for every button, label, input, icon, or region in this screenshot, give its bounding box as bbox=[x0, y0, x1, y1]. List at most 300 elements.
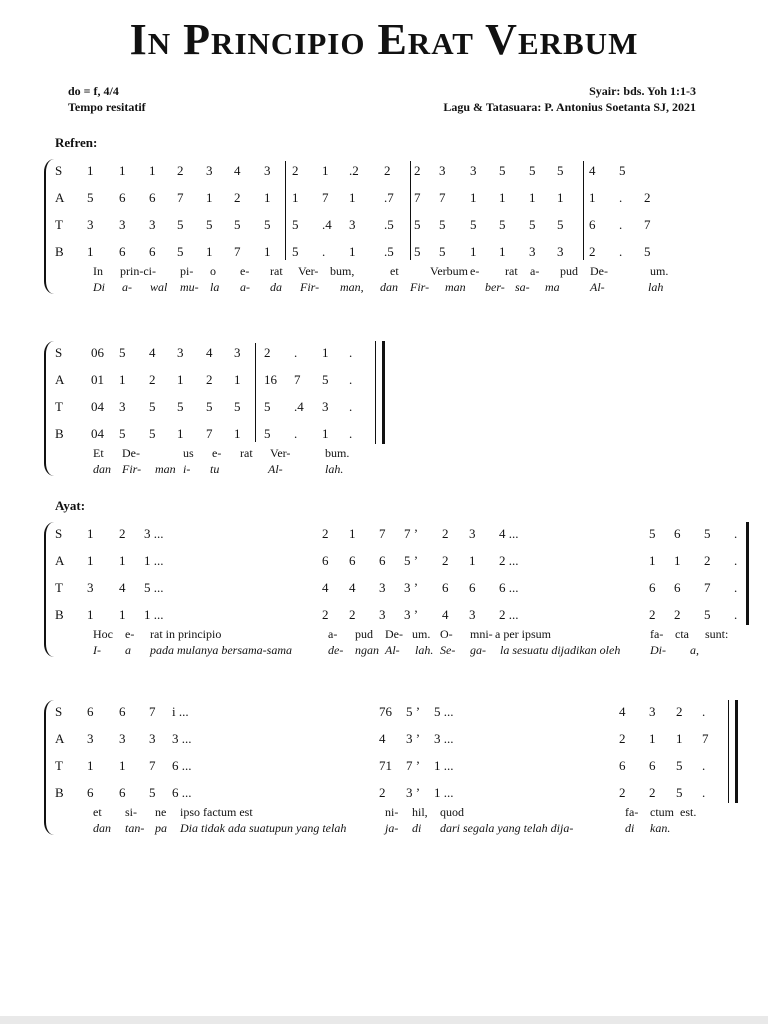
lyric-latin: et bbox=[390, 264, 399, 278]
lyrics-source: Syair: bds. Yoh 1:1-3 bbox=[589, 84, 696, 98]
note-cell: 2 bbox=[349, 607, 356, 622]
lyric-latin: um. bbox=[650, 264, 669, 278]
composer-credit: Lagu & Tatasuara: P. Antonius Soetanta SJ, 2021 bbox=[443, 100, 696, 114]
note-cell: 3 bbox=[469, 526, 476, 541]
lyric-indonesian: Di bbox=[93, 280, 105, 294]
note-cell: 2 bbox=[177, 163, 184, 178]
lyric-indonesian: Fir- bbox=[122, 462, 142, 476]
lyric-latin: rat in principio bbox=[150, 627, 222, 641]
note-cell: 1 bbox=[87, 526, 94, 541]
note-cell: 6 ... bbox=[172, 785, 192, 800]
note-cell: 7 bbox=[234, 244, 241, 259]
lyric-indonesian: a bbox=[125, 643, 131, 657]
voice-label: T bbox=[55, 217, 63, 232]
lyric-latin: e- bbox=[470, 264, 480, 278]
lyric-indonesian: di bbox=[625, 821, 635, 835]
lyric-latin: o bbox=[210, 264, 216, 278]
page-bottom-strip bbox=[0, 1016, 768, 1024]
note-cell: 5 bbox=[206, 399, 213, 414]
voice-label: A bbox=[55, 731, 65, 746]
note-cell: 5 bbox=[439, 244, 446, 259]
lyric-indonesian: pa bbox=[155, 821, 167, 835]
note-cell: 7 ’ bbox=[404, 526, 419, 541]
barline bbox=[285, 161, 286, 260]
note-cell: 6 bbox=[87, 785, 94, 800]
voice-label: T bbox=[55, 399, 63, 414]
lyric-latin: Hoc bbox=[93, 627, 113, 641]
note-cell: . bbox=[349, 345, 353, 360]
note-cell: 3 bbox=[149, 731, 156, 746]
note-cell: 1 bbox=[87, 607, 94, 622]
lyric-indonesian: i- bbox=[183, 462, 191, 476]
note-cell: 6 bbox=[469, 580, 476, 595]
voice-label: A bbox=[55, 553, 65, 568]
note-cell: 2 bbox=[322, 526, 329, 541]
lyric-indonesian: sa- bbox=[515, 280, 530, 294]
note-cell: . bbox=[702, 758, 706, 773]
note-cell: 5 bbox=[619, 163, 626, 178]
lyric-latin: cta bbox=[675, 627, 689, 641]
note-cell: 1 ... bbox=[434, 758, 454, 773]
note-cell: 1 bbox=[589, 190, 596, 205]
note-cell: 5 bbox=[264, 399, 271, 414]
note-cell: 2 bbox=[149, 372, 156, 387]
lyric-latin: fa- bbox=[625, 805, 639, 819]
lyric-indonesian: dari segala yang telah dija- bbox=[440, 821, 574, 835]
note-cell: 3 bbox=[557, 244, 564, 259]
note-cell: 5 bbox=[292, 244, 299, 259]
voice-label: A bbox=[55, 190, 65, 205]
note-cell: 5 bbox=[557, 217, 564, 232]
note-cell: .5 bbox=[384, 244, 394, 259]
lyric-indonesian: Al- bbox=[385, 643, 400, 657]
barline bbox=[255, 343, 256, 442]
note-cell: 5 bbox=[149, 426, 156, 441]
lyric-indonesian: Dia tidak ada suatupun yang telah bbox=[180, 821, 347, 835]
lyric-indonesian: lah. bbox=[415, 643, 434, 657]
note-cell: 3 bbox=[379, 580, 386, 595]
note-cell: 1 bbox=[676, 731, 683, 746]
note-cell: . bbox=[619, 217, 623, 232]
lyric-indonesian: la bbox=[210, 280, 220, 294]
note-cell: 1 bbox=[119, 372, 126, 387]
lyric-indonesian: dan bbox=[93, 821, 111, 835]
note-cell: 1 bbox=[119, 553, 126, 568]
note-cell: 2 bbox=[322, 607, 329, 622]
voice-label: B bbox=[55, 244, 64, 259]
note-cell: 6 bbox=[674, 526, 681, 541]
lyric-indonesian: a- bbox=[240, 280, 250, 294]
note-cell: .4 bbox=[322, 217, 332, 232]
note-cell: 5 bbox=[322, 372, 329, 387]
lyric-indonesian: tu bbox=[210, 462, 220, 476]
lyric-indonesian: kan. bbox=[650, 821, 671, 835]
note-cell: 4 bbox=[442, 607, 449, 622]
note-cell: 5 bbox=[177, 217, 184, 232]
voice-label: B bbox=[55, 426, 64, 441]
lyric-indonesian: dan bbox=[93, 462, 111, 476]
note-cell: 76 bbox=[379, 704, 392, 719]
note-cell: 3 bbox=[349, 217, 356, 232]
note-cell: . bbox=[702, 704, 706, 719]
lyric-latin: ctum bbox=[650, 805, 674, 819]
note-cell: 1 bbox=[292, 190, 299, 205]
lyric-latin: fa- bbox=[650, 627, 664, 641]
note-cell: 3 bbox=[470, 163, 477, 178]
note-cell: 6 ... bbox=[499, 580, 519, 595]
note-cell: 5 bbox=[264, 426, 271, 441]
note-cell: 3 bbox=[439, 163, 446, 178]
note-cell: 7 bbox=[294, 372, 301, 387]
note-cell: 3 bbox=[469, 607, 476, 622]
note-cell: 6 bbox=[349, 553, 356, 568]
note-cell: 4 ... bbox=[499, 526, 519, 541]
lyric-indonesian: man bbox=[445, 280, 466, 294]
note-cell: 5 bbox=[414, 217, 421, 232]
note-cell: 2 bbox=[619, 731, 626, 746]
note-cell: 2 bbox=[234, 190, 241, 205]
barline bbox=[583, 161, 584, 260]
note-cell: 5 bbox=[499, 217, 506, 232]
note-cell: 1 bbox=[322, 345, 329, 360]
note-cell: 1 bbox=[469, 553, 476, 568]
note-cell: . bbox=[734, 526, 738, 541]
note-cell: 5 bbox=[676, 758, 683, 773]
note-cell: 5 bbox=[499, 163, 506, 178]
note-cell: 5 bbox=[644, 244, 651, 259]
section-label-ayat: Ayat: bbox=[55, 498, 86, 513]
lyric-indonesian: man, bbox=[340, 280, 364, 294]
note-cell: 2 bbox=[384, 163, 391, 178]
page-title: In Principio Erat Verbum bbox=[129, 15, 639, 64]
barline bbox=[410, 161, 411, 260]
lyric-latin: De- bbox=[122, 446, 140, 460]
voice-label: T bbox=[55, 580, 63, 595]
lyric-indonesian: Se- bbox=[440, 643, 456, 657]
lyric-indonesian: dan bbox=[380, 280, 398, 294]
section-label-refren: Refren: bbox=[55, 135, 98, 150]
note-cell: 5 bbox=[529, 217, 536, 232]
note-cell: 3 bbox=[529, 244, 536, 259]
note-cell: 5 bbox=[177, 244, 184, 259]
note-cell: 2 bbox=[644, 190, 651, 205]
note-cell: 3 bbox=[379, 607, 386, 622]
note-cell: 1 bbox=[322, 163, 329, 178]
note-cell: 2 bbox=[676, 704, 683, 719]
note-cell: 7 bbox=[149, 758, 156, 773]
lyric-indonesian: Al- bbox=[268, 462, 283, 476]
note-cell: 3 bbox=[177, 345, 184, 360]
note-cell: 1 bbox=[499, 190, 506, 205]
note-cell: 1 bbox=[557, 190, 564, 205]
note-cell: 3 bbox=[322, 399, 329, 414]
lyric-indonesian: pada mulanya bersama-sama bbox=[150, 643, 292, 657]
note-cell: 5 bbox=[234, 217, 241, 232]
lyric-indonesian: tan- bbox=[125, 821, 145, 835]
note-cell: 7 bbox=[177, 190, 184, 205]
final-barline bbox=[746, 522, 749, 625]
note-cell: 1 ... bbox=[434, 785, 454, 800]
note-cell: 3 bbox=[649, 704, 656, 719]
note-cell: .4 bbox=[294, 399, 304, 414]
note-cell: 2 bbox=[589, 244, 596, 259]
note-cell: 5 bbox=[557, 163, 564, 178]
system-bracket bbox=[44, 341, 54, 476]
system-bracket bbox=[44, 159, 54, 294]
note-cell: 3 bbox=[234, 345, 241, 360]
note-cell: 6 bbox=[119, 190, 126, 205]
note-cell: 3 bbox=[87, 580, 94, 595]
lyric-indonesian: ma bbox=[545, 280, 560, 294]
note-cell: . bbox=[702, 785, 706, 800]
note-cell: 7 bbox=[702, 731, 709, 746]
note-cell: 3 ’ bbox=[404, 607, 419, 622]
lyric-latin: a- bbox=[530, 264, 540, 278]
voice-label: S bbox=[55, 526, 63, 541]
note-cell: 3 ’ bbox=[406, 731, 421, 746]
voice-label: B bbox=[55, 607, 64, 622]
note-cell: 7 bbox=[704, 580, 711, 595]
note-cell: .2 bbox=[349, 163, 359, 178]
lyric-latin: mni- bbox=[470, 627, 493, 641]
note-cell: 4 bbox=[149, 345, 156, 360]
note-cell: 1 bbox=[177, 372, 184, 387]
lyric-latin: De- bbox=[385, 627, 403, 641]
note-cell: 7 ’ bbox=[406, 758, 421, 773]
note-cell: 3 bbox=[119, 399, 126, 414]
lyric-latin: pud bbox=[560, 264, 578, 278]
note-cell: 5 bbox=[704, 607, 711, 622]
lyric-indonesian: ja- bbox=[385, 821, 399, 835]
lyric-indonesian: wal bbox=[150, 280, 168, 294]
note-cell: 5 bbox=[234, 399, 241, 414]
note-cell: 6 bbox=[87, 704, 94, 719]
note-cell: 1 bbox=[529, 190, 536, 205]
note-cell: 1 bbox=[87, 758, 94, 773]
lyric-latin: bum. bbox=[325, 446, 350, 460]
note-cell: 1 bbox=[87, 244, 94, 259]
voice-label: T bbox=[55, 758, 63, 773]
lyric-latin: Ver- bbox=[270, 446, 291, 460]
note-cell: 2 bbox=[649, 607, 656, 622]
lyric-latin: De- bbox=[590, 264, 608, 278]
note-cell: 1 bbox=[119, 163, 126, 178]
note-cell: 5 ’ bbox=[404, 553, 419, 568]
note-cell: 1 bbox=[349, 190, 356, 205]
lyric-indonesian: mu- bbox=[180, 280, 199, 294]
note-cell: 4 bbox=[234, 163, 241, 178]
note-cell: . bbox=[349, 426, 353, 441]
note-cell: 5 bbox=[119, 345, 126, 360]
note-cell: 6 ... bbox=[172, 758, 192, 773]
lyric-latin: Ver- bbox=[298, 264, 319, 278]
note-cell: .7 bbox=[384, 190, 394, 205]
note-cell: 1 bbox=[234, 426, 241, 441]
note-cell: 5 ... bbox=[144, 580, 164, 595]
note-cell: 1 bbox=[119, 758, 126, 773]
lyric-latin: rat bbox=[270, 264, 283, 278]
note-cell: 1 bbox=[149, 163, 156, 178]
note-cell: 04 bbox=[91, 399, 104, 414]
lyric-latin: rat bbox=[240, 446, 253, 460]
key-signature: do = f, 4/4 bbox=[68, 84, 119, 98]
note-cell: 7 bbox=[439, 190, 446, 205]
note-cell: 6 bbox=[149, 244, 156, 259]
note-cell: 3 bbox=[149, 217, 156, 232]
note-cell: 5 bbox=[439, 217, 446, 232]
lyric-latin: ni- bbox=[385, 805, 399, 819]
note-cell: 4 bbox=[349, 580, 356, 595]
note-cell: . bbox=[734, 580, 738, 595]
note-cell: 4 bbox=[322, 580, 329, 595]
note-cell: 7 bbox=[206, 426, 213, 441]
note-cell: 5 bbox=[177, 399, 184, 414]
note-cell: 6 bbox=[619, 758, 626, 773]
voice-label: S bbox=[55, 163, 63, 178]
final-barline bbox=[735, 700, 738, 803]
note-cell: 7 bbox=[414, 190, 421, 205]
note-cell: 7 bbox=[149, 704, 156, 719]
voice-label: B bbox=[55, 785, 64, 800]
system-bracket bbox=[44, 522, 54, 657]
note-cell: . bbox=[294, 426, 298, 441]
note-cell: 1 bbox=[349, 526, 356, 541]
note-cell: 1 bbox=[119, 607, 126, 622]
note-cell: 1 bbox=[470, 244, 477, 259]
system-bracket bbox=[44, 700, 54, 835]
lyric-indonesian: da bbox=[270, 280, 282, 294]
note-cell: 16 bbox=[264, 372, 277, 387]
lyric-latin: quod bbox=[440, 805, 464, 819]
note-cell: . bbox=[322, 244, 326, 259]
lyric-latin: rat bbox=[505, 264, 518, 278]
lyric-latin: e- bbox=[212, 446, 222, 460]
lyric-indonesian: I- bbox=[93, 643, 101, 657]
lyric-indonesian: ber- bbox=[485, 280, 505, 294]
note-cell: 1 bbox=[649, 731, 656, 746]
note-cell: . bbox=[349, 399, 353, 414]
lyric-latin: e- bbox=[125, 627, 135, 641]
note-cell: 04 bbox=[91, 426, 104, 441]
note-cell: 2 bbox=[379, 785, 386, 800]
lyric-indonesian: lah. bbox=[325, 462, 344, 476]
final-barline bbox=[382, 341, 385, 444]
note-cell: 2 bbox=[704, 553, 711, 568]
note-cell: 4 bbox=[379, 731, 386, 746]
note-cell: 6 bbox=[119, 704, 126, 719]
lyric-latin: bum, bbox=[330, 264, 355, 278]
note-cell: 6 bbox=[649, 758, 656, 773]
lyric-latin: Et bbox=[93, 446, 104, 460]
lyric-latin: us bbox=[183, 446, 194, 460]
lyric-indonesian: Di- bbox=[650, 643, 666, 657]
lyric-latin: est. bbox=[680, 805, 697, 819]
final-barline bbox=[728, 700, 729, 803]
note-cell: 5 bbox=[649, 526, 656, 541]
lyric-latin: sunt: bbox=[705, 627, 729, 641]
lyric-latin: a per ipsum bbox=[495, 627, 551, 641]
note-cell: 1 bbox=[87, 553, 94, 568]
lyric-latin: ne bbox=[155, 805, 167, 819]
note-cell: 2 bbox=[264, 345, 271, 360]
note-cell: 6 bbox=[674, 580, 681, 595]
lyric-latin: pi- bbox=[180, 264, 194, 278]
lyric-indonesian: Fir- bbox=[300, 280, 320, 294]
lyric-indonesian: a- bbox=[122, 280, 132, 294]
tempo-marking: Tempo resitatif bbox=[68, 100, 146, 114]
note-cell: 5 bbox=[149, 785, 156, 800]
lyric-indonesian: di bbox=[412, 821, 422, 835]
note-cell: 5 bbox=[292, 217, 299, 232]
note-cell: 1 bbox=[264, 244, 271, 259]
note-cell: 3 ... bbox=[144, 526, 164, 541]
note-cell: 1 bbox=[234, 372, 241, 387]
note-cell: 7 bbox=[322, 190, 329, 205]
note-cell: 5 bbox=[264, 217, 271, 232]
lyric-indonesian: la sesuatu dijadikan oleh bbox=[500, 643, 621, 657]
note-cell: i ... bbox=[172, 704, 189, 719]
note-cell: 2 ... bbox=[499, 607, 519, 622]
note-cell: 1 bbox=[674, 553, 681, 568]
note-cell: 6 bbox=[649, 580, 656, 595]
note-cell: 2 bbox=[119, 526, 126, 541]
note-cell: 1 bbox=[87, 163, 94, 178]
note-cell: 2 bbox=[414, 163, 421, 178]
note-cell: 1 bbox=[322, 426, 329, 441]
note-cell: 2 bbox=[292, 163, 299, 178]
lyric-indonesian: Fir- bbox=[410, 280, 430, 294]
note-cell: 2 bbox=[442, 553, 449, 568]
lyric-latin: prin-ci- bbox=[120, 264, 156, 278]
note-cell: 7 bbox=[644, 217, 651, 232]
note-cell: 2 bbox=[674, 607, 681, 622]
lyric-indonesian: Al- bbox=[590, 280, 605, 294]
lyric-latin: um. bbox=[412, 627, 431, 641]
note-cell: 2 bbox=[619, 785, 626, 800]
note-cell: 3 ’ bbox=[404, 580, 419, 595]
note-cell: 1 ... bbox=[144, 553, 164, 568]
lyric-latin: e- bbox=[240, 264, 250, 278]
note-cell: 6 bbox=[149, 190, 156, 205]
note-cell: 2 bbox=[442, 526, 449, 541]
note-cell: 5 ’ bbox=[406, 704, 421, 719]
note-cell: 4 bbox=[589, 163, 596, 178]
note-cell: 3 ’ bbox=[406, 785, 421, 800]
note-cell: 2 bbox=[206, 372, 213, 387]
note-cell: . bbox=[734, 553, 738, 568]
note-cell: 5 bbox=[529, 163, 536, 178]
voice-label: S bbox=[55, 704, 63, 719]
note-cell: 5 bbox=[414, 244, 421, 259]
note-cell: 1 bbox=[349, 244, 356, 259]
lyric-indonesian: man bbox=[155, 462, 176, 476]
note-cell: 5 bbox=[149, 399, 156, 414]
note-cell: 6 bbox=[119, 785, 126, 800]
note-cell: 3 bbox=[87, 217, 94, 232]
lyric-indonesian: ngan bbox=[355, 643, 379, 657]
note-cell: 3 bbox=[264, 163, 271, 178]
note-cell: . bbox=[619, 244, 623, 259]
note-cell: 2 bbox=[649, 785, 656, 800]
voice-label: A bbox=[55, 372, 65, 387]
note-cell: 7 bbox=[379, 526, 386, 541]
lyric-latin: si- bbox=[125, 805, 137, 819]
note-cell: . bbox=[294, 345, 298, 360]
note-cell: 5 bbox=[676, 785, 683, 800]
lyric-latin: Verbum bbox=[430, 264, 468, 278]
note-cell: 5 bbox=[470, 217, 477, 232]
note-cell: 5 bbox=[119, 426, 126, 441]
